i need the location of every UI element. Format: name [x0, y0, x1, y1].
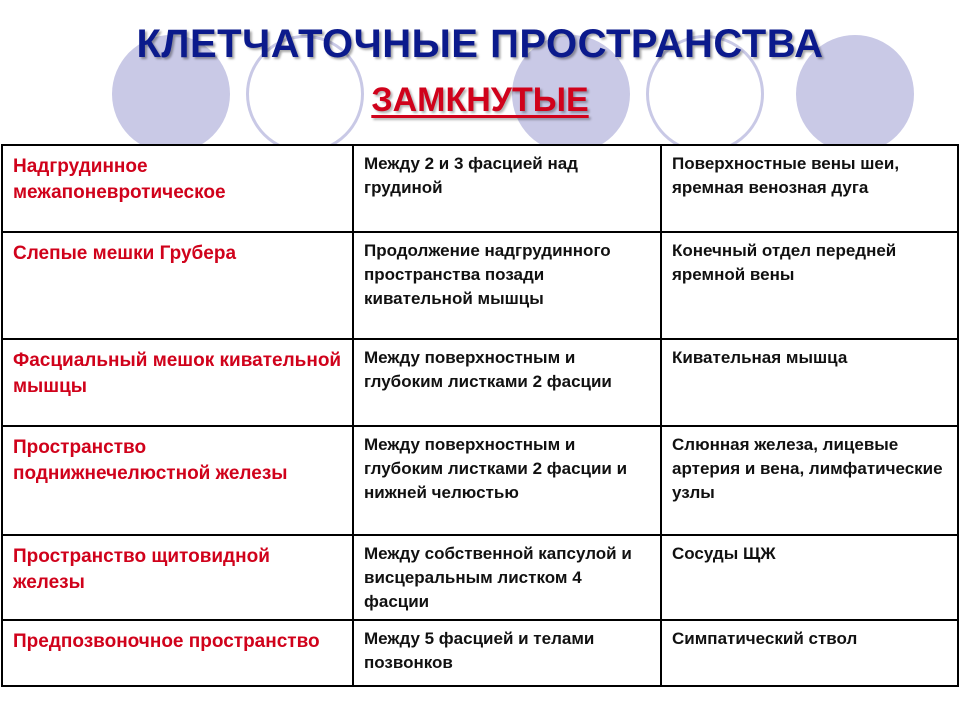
space-name-cell: Слепые мешки Грубера: [2, 232, 353, 339]
space-name-cell: Пространство поднижнечелюстной железы: [2, 426, 353, 535]
space-name-cell: Пространство щитовидной железы: [2, 535, 353, 620]
space-location-cell: Между поверхностным и глубоким листками 2 фасции и нижней челюстью: [353, 426, 661, 535]
space-name-cell: Фасциальный мешок кивательной мышцы: [2, 339, 353, 426]
space-location-cell: Между поверхностным и глубоким листками 2 фасции: [353, 339, 661, 426]
space-contents-cell: Поверхностные вены шеи, яремная венозная дуга: [661, 145, 958, 232]
page-subtitle: [0, 80, 960, 120]
spaces-table: [1, 144, 959, 687]
table-row: [2, 145, 958, 232]
table-row: [2, 620, 958, 686]
table-row: [2, 426, 958, 535]
space-contents-cell: Симпатический ствол: [661, 620, 958, 686]
space-contents-cell: Конечный отдел передней яремной вены: [661, 232, 958, 339]
space-contents-cell: Слюнная железа, лицевые артерия и вена, лимфатические узлы: [661, 426, 958, 535]
table-row: [2, 232, 958, 339]
space-location-cell: Между 2 и 3 фасцией над грудиной: [353, 145, 661, 232]
space-location-cell: Между собственной капсулой и висцеральным листком 4 фасции: [353, 535, 661, 620]
space-location-cell: Продолжение надгрудинного пространства позади кивательной мышцы: [353, 232, 661, 339]
space-name-cell: Предпозвоночное пространство: [2, 620, 353, 686]
space-name-cell: Надгрудинное межапоневротическое: [2, 145, 353, 232]
space-location-cell: Между 5 фасцией и телами позвонков: [353, 620, 661, 686]
page-title: КЛЕТЧАТОЧНЫЕ ПРОСТРАНСТВА: [136, 22, 824, 66]
space-contents-cell: Кивательная мышца: [661, 339, 958, 426]
subtitle-text: ЗАМКНУТЫЕ: [371, 81, 589, 119]
space-contents-cell: Сосуды ЩЖ: [661, 535, 958, 620]
table-row: [2, 535, 958, 620]
table-row: [2, 339, 958, 426]
